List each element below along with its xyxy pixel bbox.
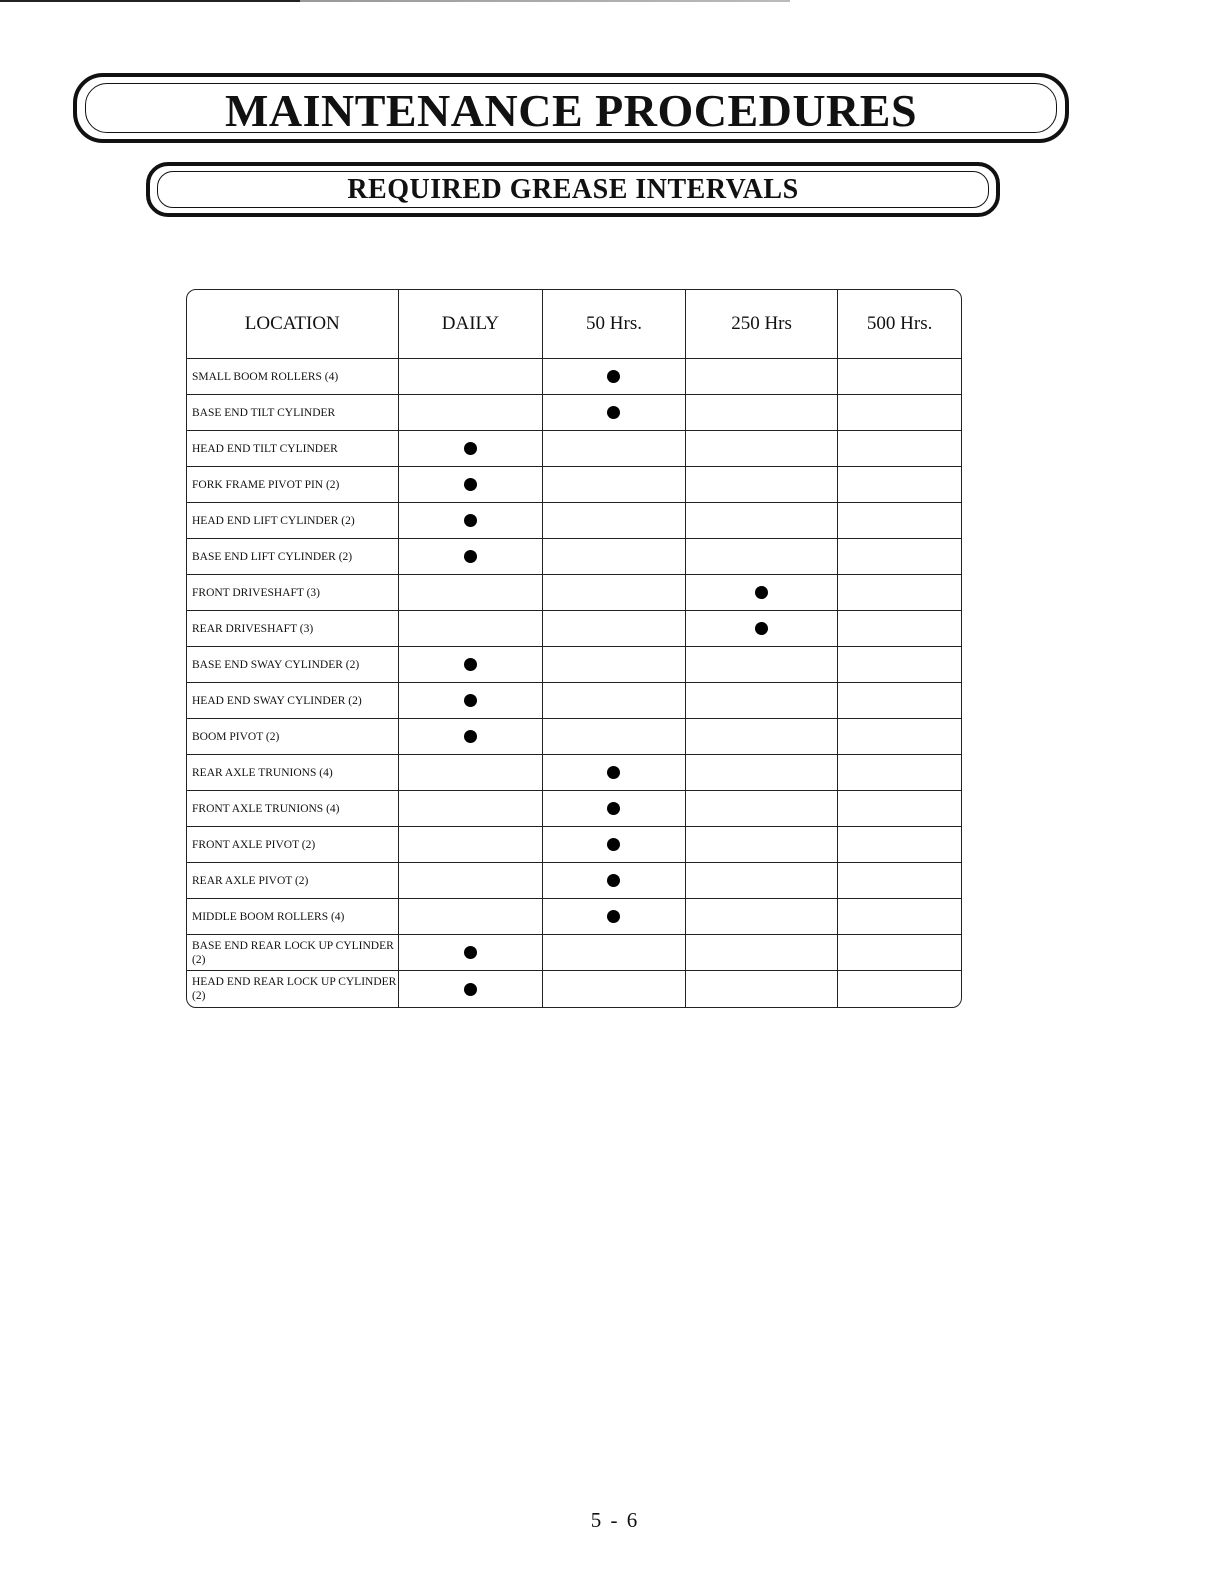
interval-cell: [399, 539, 544, 575]
interval-cell: [399, 395, 544, 431]
column-header-50-hrs: 50 Hrs.: [543, 290, 686, 359]
interval-cell: [543, 575, 686, 611]
interval-cell: [399, 683, 544, 719]
grease-required-dot-icon: [464, 442, 477, 455]
location-cell: FRONT DRIVESHAFT (3): [187, 575, 399, 611]
grease-required-dot-icon: [607, 802, 620, 815]
location-cell: HEAD END TILT CYLINDER: [187, 431, 399, 467]
interval-cell: [543, 971, 686, 1007]
interval-cell: [838, 683, 961, 719]
interval-cell: [399, 575, 544, 611]
table-row: [187, 611, 961, 647]
location-cell: BASE END REAR LOCK UP CYLINDER (2): [187, 935, 399, 971]
interval-cell: [686, 863, 839, 899]
interval-cell: [686, 935, 839, 971]
table-row: [187, 575, 961, 611]
grease-required-dot-icon: [755, 622, 768, 635]
interval-cell: [686, 359, 839, 395]
interval-cell: [543, 431, 686, 467]
interval-cell: [838, 899, 961, 935]
location-cell: REAR AXLE PIVOT (2): [187, 863, 399, 899]
table-row: [187, 791, 961, 827]
interval-cell: [838, 755, 961, 791]
grease-required-dot-icon: [607, 838, 620, 851]
interval-cell: [686, 575, 839, 611]
table-header-row: [187, 290, 961, 359]
grease-required-dot-icon: [464, 983, 477, 996]
subtitle-banner: [146, 162, 1000, 217]
interval-cell: [543, 395, 686, 431]
interval-cell: [686, 611, 839, 647]
section-title: REQUIRED GREASE INTERVALS: [347, 174, 799, 205]
location-cell: FRONT AXLE PIVOT (2): [187, 827, 399, 863]
location-cell: HEAD END LIFT CYLINDER (2): [187, 503, 399, 539]
interval-cell: [686, 431, 839, 467]
interval-cell: [838, 467, 961, 503]
interval-cell: [399, 359, 544, 395]
grease-required-dot-icon: [464, 478, 477, 491]
interval-cell: [838, 971, 961, 1007]
grease-required-dot-icon: [464, 514, 477, 527]
interval-cell: [838, 647, 961, 683]
interval-cell: [838, 863, 961, 899]
grease-required-dot-icon: [464, 658, 477, 671]
interval-cell: [543, 827, 686, 863]
interval-cell: [543, 539, 686, 575]
interval-cell: [686, 791, 839, 827]
interval-cell: [399, 503, 544, 539]
interval-cell: [399, 611, 544, 647]
interval-cell: [399, 791, 544, 827]
interval-cell: [399, 863, 544, 899]
location-cell: SMALL BOOM ROLLERS (4): [187, 359, 399, 395]
interval-cell: [543, 899, 686, 935]
title-banner: [73, 73, 1069, 143]
page-title: MAINTENANCE PROCEDURES: [224, 85, 918, 136]
table-row: [187, 647, 961, 683]
interval-cell: [543, 359, 686, 395]
grease-required-dot-icon: [607, 910, 620, 923]
interval-cell: [543, 647, 686, 683]
location-cell: REAR AXLE TRUNIONS (4): [187, 755, 399, 791]
column-header-location: LOCATION: [187, 290, 399, 359]
table-row: [187, 395, 961, 431]
table-row: [187, 431, 961, 467]
interval-cell: [686, 683, 839, 719]
table-row: [187, 359, 961, 395]
interval-cell: [543, 683, 686, 719]
top-rule: [0, 0, 790, 2]
interval-cell: [399, 827, 544, 863]
interval-cell: [686, 719, 839, 755]
interval-cell: [838, 575, 961, 611]
column-header-500-hrs: 500 Hrs.: [838, 290, 961, 359]
location-cell: BASE END LIFT CYLINDER (2): [187, 539, 399, 575]
interval-cell: [686, 647, 839, 683]
interval-cell: [686, 827, 839, 863]
interval-cell: [543, 863, 686, 899]
interval-cell: [686, 971, 839, 1007]
interval-cell: [838, 431, 961, 467]
interval-cell: [838, 395, 961, 431]
interval-cell: [838, 539, 961, 575]
interval-cell: [399, 431, 544, 467]
interval-cell: [543, 503, 686, 539]
interval-cell: [686, 503, 839, 539]
grease-interval-table: [186, 289, 962, 1008]
grease-required-dot-icon: [464, 550, 477, 563]
interval-cell: [399, 719, 544, 755]
location-cell: MIDDLE BOOM ROLLERS (4): [187, 899, 399, 935]
location-cell: HEAD END SWAY CYLINDER (2): [187, 683, 399, 719]
interval-cell: [838, 359, 961, 395]
column-header-daily: DAILY: [399, 290, 544, 359]
interval-cell: [686, 899, 839, 935]
table-row: [187, 683, 961, 719]
interval-cell: [543, 791, 686, 827]
grease-required-dot-icon: [607, 406, 620, 419]
interval-cell: [543, 935, 686, 971]
interval-cell: [686, 539, 839, 575]
location-cell: BOOM PIVOT (2): [187, 719, 399, 755]
interval-cell: [838, 503, 961, 539]
interval-cell: [399, 971, 544, 1007]
table-row: [187, 935, 961, 971]
interval-cell: [686, 755, 839, 791]
interval-cell: [838, 827, 961, 863]
location-cell: FORK FRAME PIVOT PIN (2): [187, 467, 399, 503]
grease-required-dot-icon: [607, 766, 620, 779]
column-header-250-hrs: 250 Hrs: [686, 290, 839, 359]
interval-cell: [399, 467, 544, 503]
table-row: [187, 827, 961, 863]
interval-cell: [838, 935, 961, 971]
grease-required-dot-icon: [464, 730, 477, 743]
table-row: [187, 971, 961, 1007]
table-row: [187, 503, 961, 539]
interval-cell: [838, 791, 961, 827]
interval-cell: [686, 395, 839, 431]
grease-required-dot-icon: [607, 370, 620, 383]
interval-cell: [543, 719, 686, 755]
location-cell: HEAD END REAR LOCK UP CYLINDER (2): [187, 971, 399, 1007]
interval-cell: [399, 647, 544, 683]
table-row: [187, 899, 961, 935]
grease-required-dot-icon: [607, 874, 620, 887]
location-cell: REAR DRIVESHAFT (3): [187, 611, 399, 647]
page-number: 5 - 6: [590, 1508, 640, 1532]
table-body: [187, 359, 961, 1007]
grease-required-dot-icon: [464, 946, 477, 959]
interval-cell: [399, 755, 544, 791]
location-cell: FRONT AXLE TRUNIONS (4): [187, 791, 399, 827]
table-row: [187, 719, 961, 755]
interval-cell: [399, 899, 544, 935]
interval-cell: [838, 611, 961, 647]
location-cell: BASE END SWAY CYLINDER (2): [187, 647, 399, 683]
interval-cell: [543, 611, 686, 647]
interval-cell: [399, 935, 544, 971]
table-row: [187, 539, 961, 575]
interval-cell: [838, 719, 961, 755]
interval-cell: [543, 755, 686, 791]
location-cell: BASE END TILT CYLINDER: [187, 395, 399, 431]
table-row: [187, 755, 961, 791]
interval-cell: [543, 467, 686, 503]
interval-cell: [686, 467, 839, 503]
table-row: [187, 863, 961, 899]
grease-required-dot-icon: [755, 586, 768, 599]
grease-required-dot-icon: [464, 694, 477, 707]
table-row: [187, 467, 961, 503]
